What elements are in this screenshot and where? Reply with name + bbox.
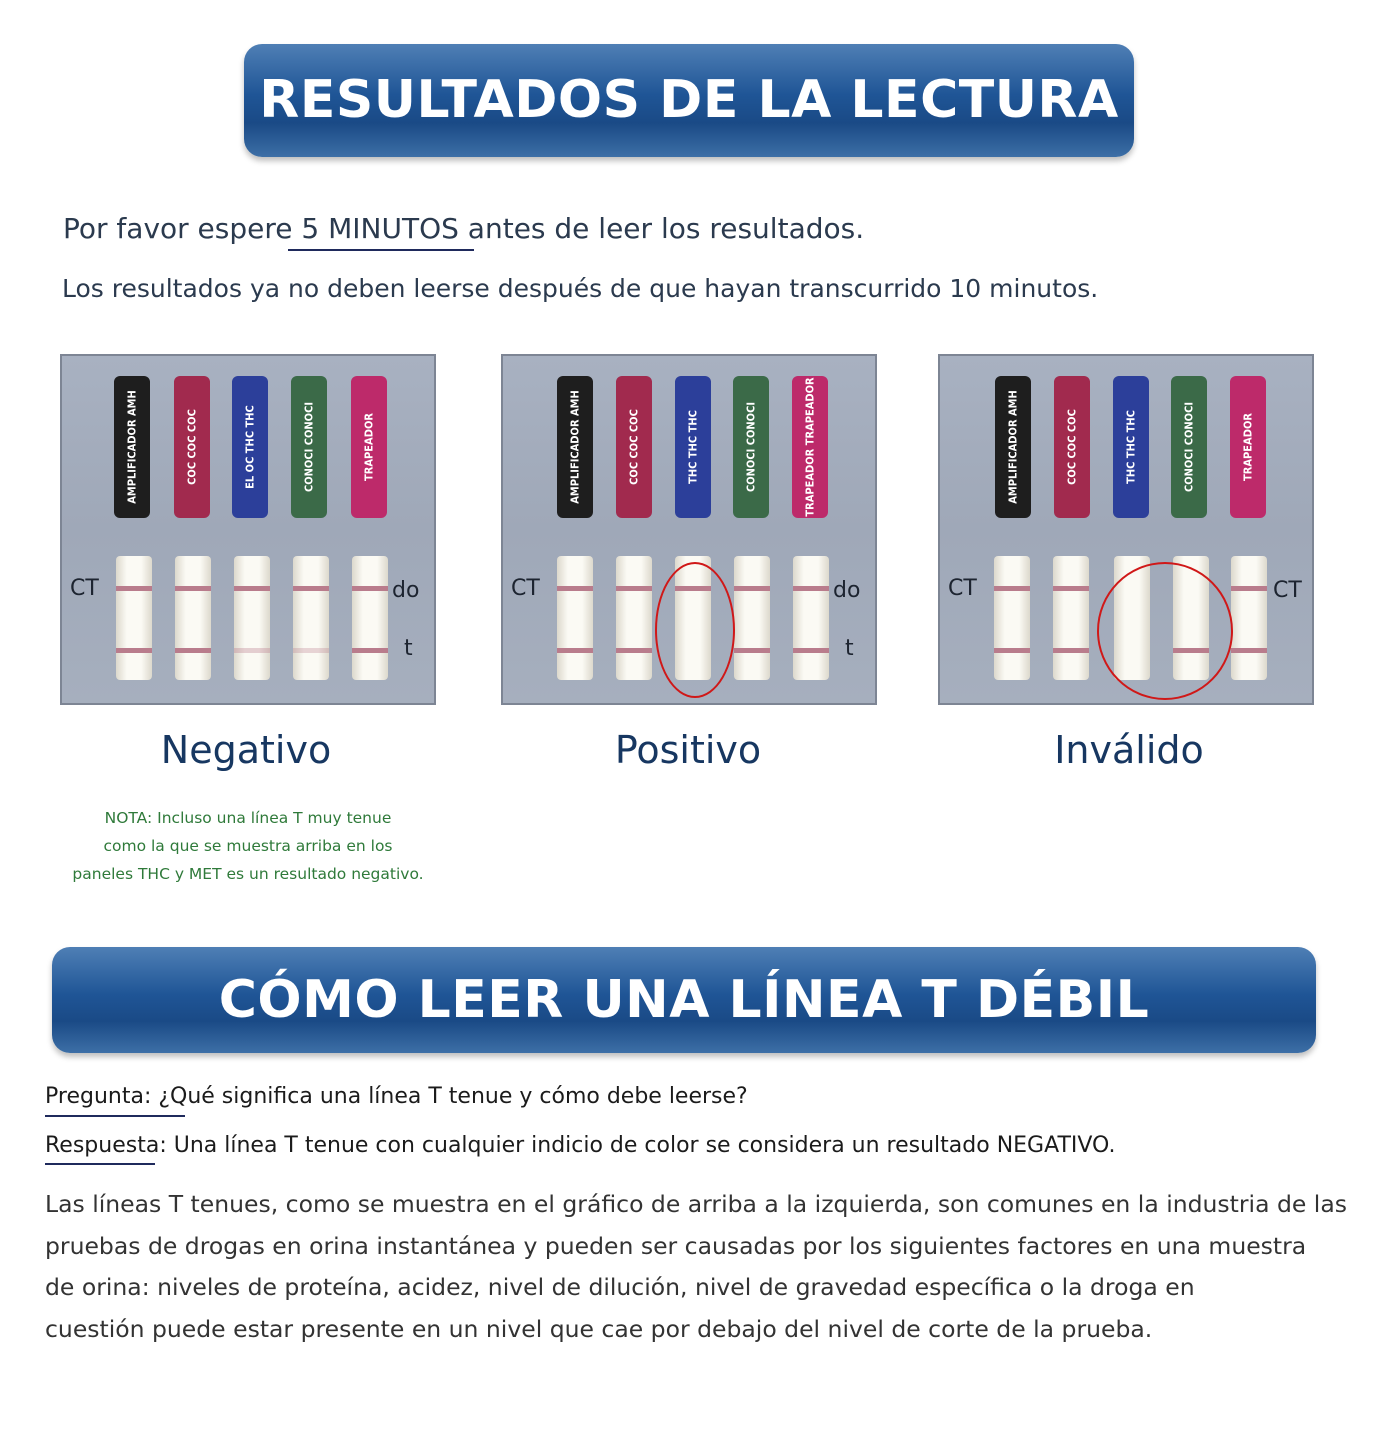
test-strip (793, 556, 829, 680)
result-positive: Positivo (614, 728, 762, 772)
drug-label-met: CONOCI CONOCI (733, 376, 769, 518)
ct-label: CT (948, 576, 977, 601)
control-line (175, 586, 211, 591)
control-line (293, 586, 329, 591)
drug-label-amp: AMPLIFICADOR AMH (114, 376, 150, 518)
drug-label-trap: TRAPEADOR (1230, 376, 1266, 518)
drug-label-amp: AMPLIFICADOR AMH (557, 376, 593, 518)
test-strip (234, 556, 270, 680)
ct-label-right: CT (1273, 578, 1302, 603)
control-label: do (833, 578, 861, 603)
answer-label: Respuesta (45, 1133, 160, 1158)
wait-prefix: Por favor espere (63, 212, 302, 245)
question-text: : ¿Qué significa una línea T tenue y cómo debe leerse? (143, 1084, 748, 1109)
test-label: t (404, 636, 413, 661)
highlight-circle (655, 562, 735, 698)
answer-text: : Una línea T tenue con cualquier indicio de color se considera un resultado NEGATIVO. (159, 1133, 1116, 1158)
drug-label-trap: TRAPEADOR TRAPEADOR (792, 376, 828, 518)
drug-label-coc: COC COC COC (616, 376, 652, 518)
test-strip (734, 556, 770, 680)
wait-emphasis: 5 MINUTOS (301, 212, 459, 245)
section-banner (52, 947, 1316, 1053)
explanation-line: cuestión puede estar presente en un nivel que cae por debajo del nivel de corte de la prueba. (45, 1314, 1153, 1343)
control-line (616, 586, 652, 591)
test-panel-negative (60, 354, 436, 705)
section-title: CÓMO LEER UNA LÍNEA T DÉBIL (218, 970, 1150, 1030)
control-label: do (392, 578, 420, 603)
test-strip (352, 556, 388, 680)
control-line (352, 586, 388, 591)
drug-label-trap: TRAPEADOR (351, 376, 387, 518)
test-panel-positive (501, 354, 877, 705)
test-line (175, 648, 211, 653)
note-line: NOTA: Incluso una línea T muy tenue (104, 809, 392, 827)
ct-label: CT (511, 576, 540, 601)
drug-label-met: CONOCI CONOCI (291, 376, 327, 518)
note-line: paneles THC y MET es un resultado negativo. (72, 865, 424, 883)
result-invalid: Inválido (1054, 728, 1204, 772)
test-line (734, 648, 770, 653)
test-strip (994, 556, 1030, 680)
test-line (994, 648, 1030, 653)
test-strip (1053, 556, 1089, 680)
test-strip (293, 556, 329, 680)
test-strip (116, 556, 152, 680)
note-line: como la que se muestra arriba en los (103, 837, 393, 855)
page-title: RESULTADOS DE LA LECTURA (259, 70, 1119, 130)
answer-underline (45, 1163, 155, 1165)
drug-label-met: CONOCI CONOCI (1171, 376, 1207, 518)
ct-label: CT (70, 576, 99, 601)
control-line (116, 586, 152, 591)
negative-note (60, 804, 436, 888)
drug-label-coc: COC COC COC (174, 376, 210, 518)
test-line (616, 648, 652, 653)
limit-instruction: Los resultados ya no deben leerse después de que hayan transcurrido 10 minutos. (62, 274, 1099, 303)
header-banner (244, 44, 1134, 157)
drug-label-coc: COC COC COC (1054, 376, 1090, 518)
control-line (994, 586, 1030, 591)
test-line (557, 648, 593, 653)
test-line (793, 648, 829, 653)
control-line (234, 586, 270, 591)
question (45, 1084, 748, 1109)
test-line (293, 648, 329, 653)
explanation-line: pruebas de drogas en orina instantánea y pueden ser causadas por los siguientes factores en una muestra (45, 1231, 1307, 1260)
wait-suffix: antes de leer los resultados. (458, 212, 865, 245)
drug-label-amp: AMPLIFICADOR AMH (995, 376, 1031, 518)
control-line (734, 586, 770, 591)
test-line (116, 648, 152, 653)
test-strip (557, 556, 593, 680)
answer (45, 1133, 1115, 1158)
question-underline (45, 1115, 185, 1117)
result-negative: Negativo (160, 728, 332, 772)
test-label: t (845, 636, 854, 661)
test-line (1053, 648, 1089, 653)
highlight-circle (1097, 562, 1233, 700)
drug-label-thc: THC THC THC (675, 376, 711, 518)
control-line (793, 586, 829, 591)
explanation-line: de orina: niveles de proteína, acidez, nivel de dilución, nivel de gravedad específica o la droga en (45, 1273, 1195, 1301)
question-label: Pregunta (45, 1084, 144, 1109)
drug-label-thc: THC THC THC (1113, 376, 1149, 518)
explanation-line: Las líneas T tenues, como se muestra en el gráfico de arriba a la izquierda, son comunes en la industria de las (45, 1190, 1347, 1218)
drug-label-thc: EL OC THC THC (232, 376, 268, 518)
wait-underline (288, 249, 474, 251)
test-line (352, 648, 388, 653)
explanation-paragraph (45, 1184, 1345, 1350)
test-panel-invalid (938, 354, 1314, 705)
test-line (234, 648, 270, 653)
control-line (1053, 586, 1089, 591)
control-line (1231, 586, 1267, 591)
control-line (557, 586, 593, 591)
test-strip (616, 556, 652, 680)
wait-instruction (63, 212, 864, 245)
test-strip (175, 556, 211, 680)
test-strip (1231, 556, 1267, 680)
test-line (1231, 648, 1267, 653)
